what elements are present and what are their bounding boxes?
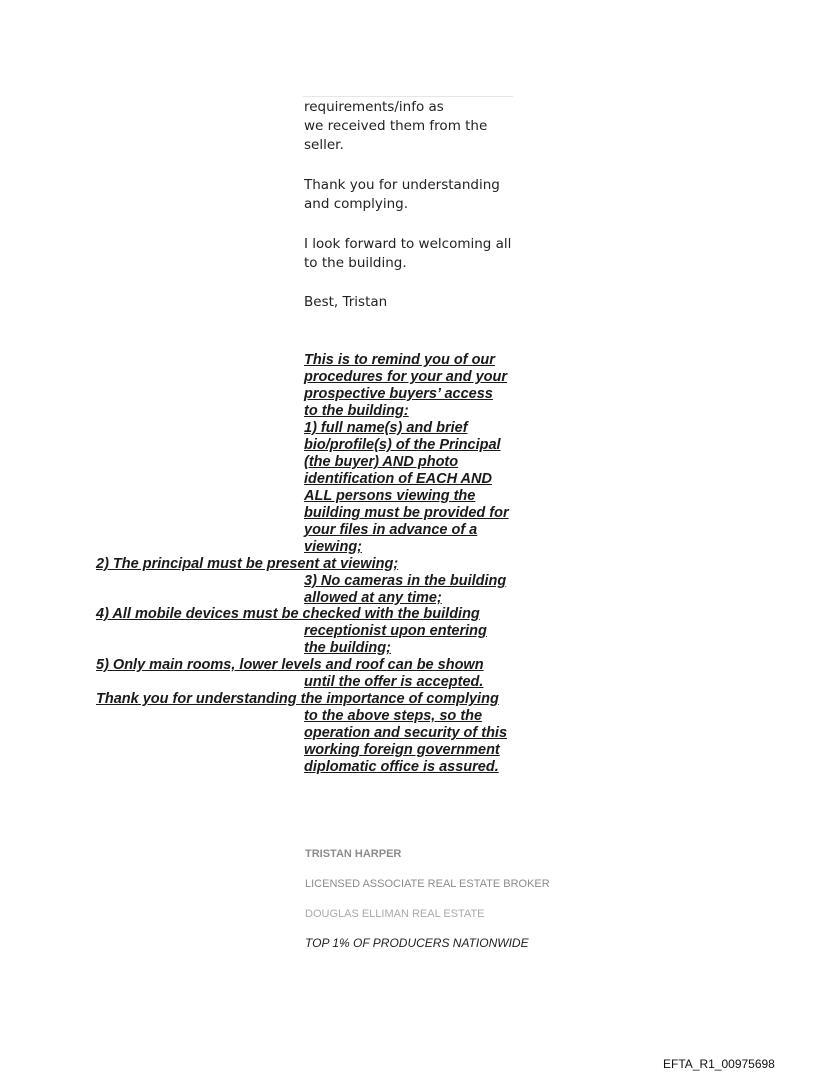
email-sign-off: Best, Tristan [304, 294, 388, 310]
email-line: we received them from the [304, 118, 488, 134]
reminder-line: allowed at any time; [304, 590, 442, 606]
reminder-line: 5) Only main rooms, lower levels and roof can be shown [96, 657, 484, 673]
reminder-line: 4) All mobile devices must be checked with the building [96, 606, 480, 622]
bates-number: EFTA_R1_00975698 [663, 1057, 775, 1071]
top-divider [303, 96, 513, 97]
reminder-line: viewing; [304, 539, 363, 555]
reminder-line: (the buyer) AND photo [304, 454, 459, 470]
email-line: and complying. [304, 196, 408, 212]
reminder-line: operation and security of this [304, 725, 508, 741]
reminder-line: This is to remind you of our [304, 352, 495, 368]
reminder-line: procedures for your and your [304, 369, 508, 385]
signature-tagline: TOP 1% OF PRODUCERS NATIONWIDE [305, 936, 529, 950]
reminder-line: identification of EACH AND [304, 471, 492, 487]
email-line: seller. [304, 137, 344, 153]
reminder-line: to the above steps, so the [304, 708, 483, 724]
reminder-line: ALL persons viewing the [304, 488, 476, 504]
email-line: I look forward to welcoming all [304, 236, 512, 252]
reminder-line: 3) No cameras in the building [304, 573, 507, 589]
email-line: to the building. [304, 255, 407, 271]
reminder-line: building must be provided for [304, 505, 509, 521]
signature-company: DOUGLAS ELLIMAN REAL ESTATE [305, 908, 485, 920]
reminder-line: Thank you for understanding the importance of complying [96, 691, 499, 707]
reminder-line: receptionist upon entering [304, 623, 487, 639]
reminder-line: 1) full name(s) and brief [304, 420, 468, 436]
reminder-line: prospective buyers’ access [304, 386, 493, 402]
signature-title: LICENSED ASSOCIATE REAL ESTATE BROKER [305, 878, 550, 890]
reminder-line: 2) The principal must be present at viewing; [96, 556, 399, 572]
email-line: requirements/info as [304, 99, 444, 115]
reminder-line: until the offer is accepted. [304, 674, 484, 690]
reminder-line: to the building: [304, 403, 409, 419]
reminder-line: diplomatic office is assured. [304, 759, 499, 775]
reminder-line: working foreign government [304, 742, 500, 758]
email-line: Thank you for understanding [304, 177, 500, 193]
signature-name: TRISTAN HARPER [305, 848, 402, 860]
reminder-line: the building; [304, 640, 391, 656]
reminder-line: your files in advance of a [304, 522, 478, 538]
reminder-line: bio/profile(s) of the Principal [304, 437, 501, 453]
